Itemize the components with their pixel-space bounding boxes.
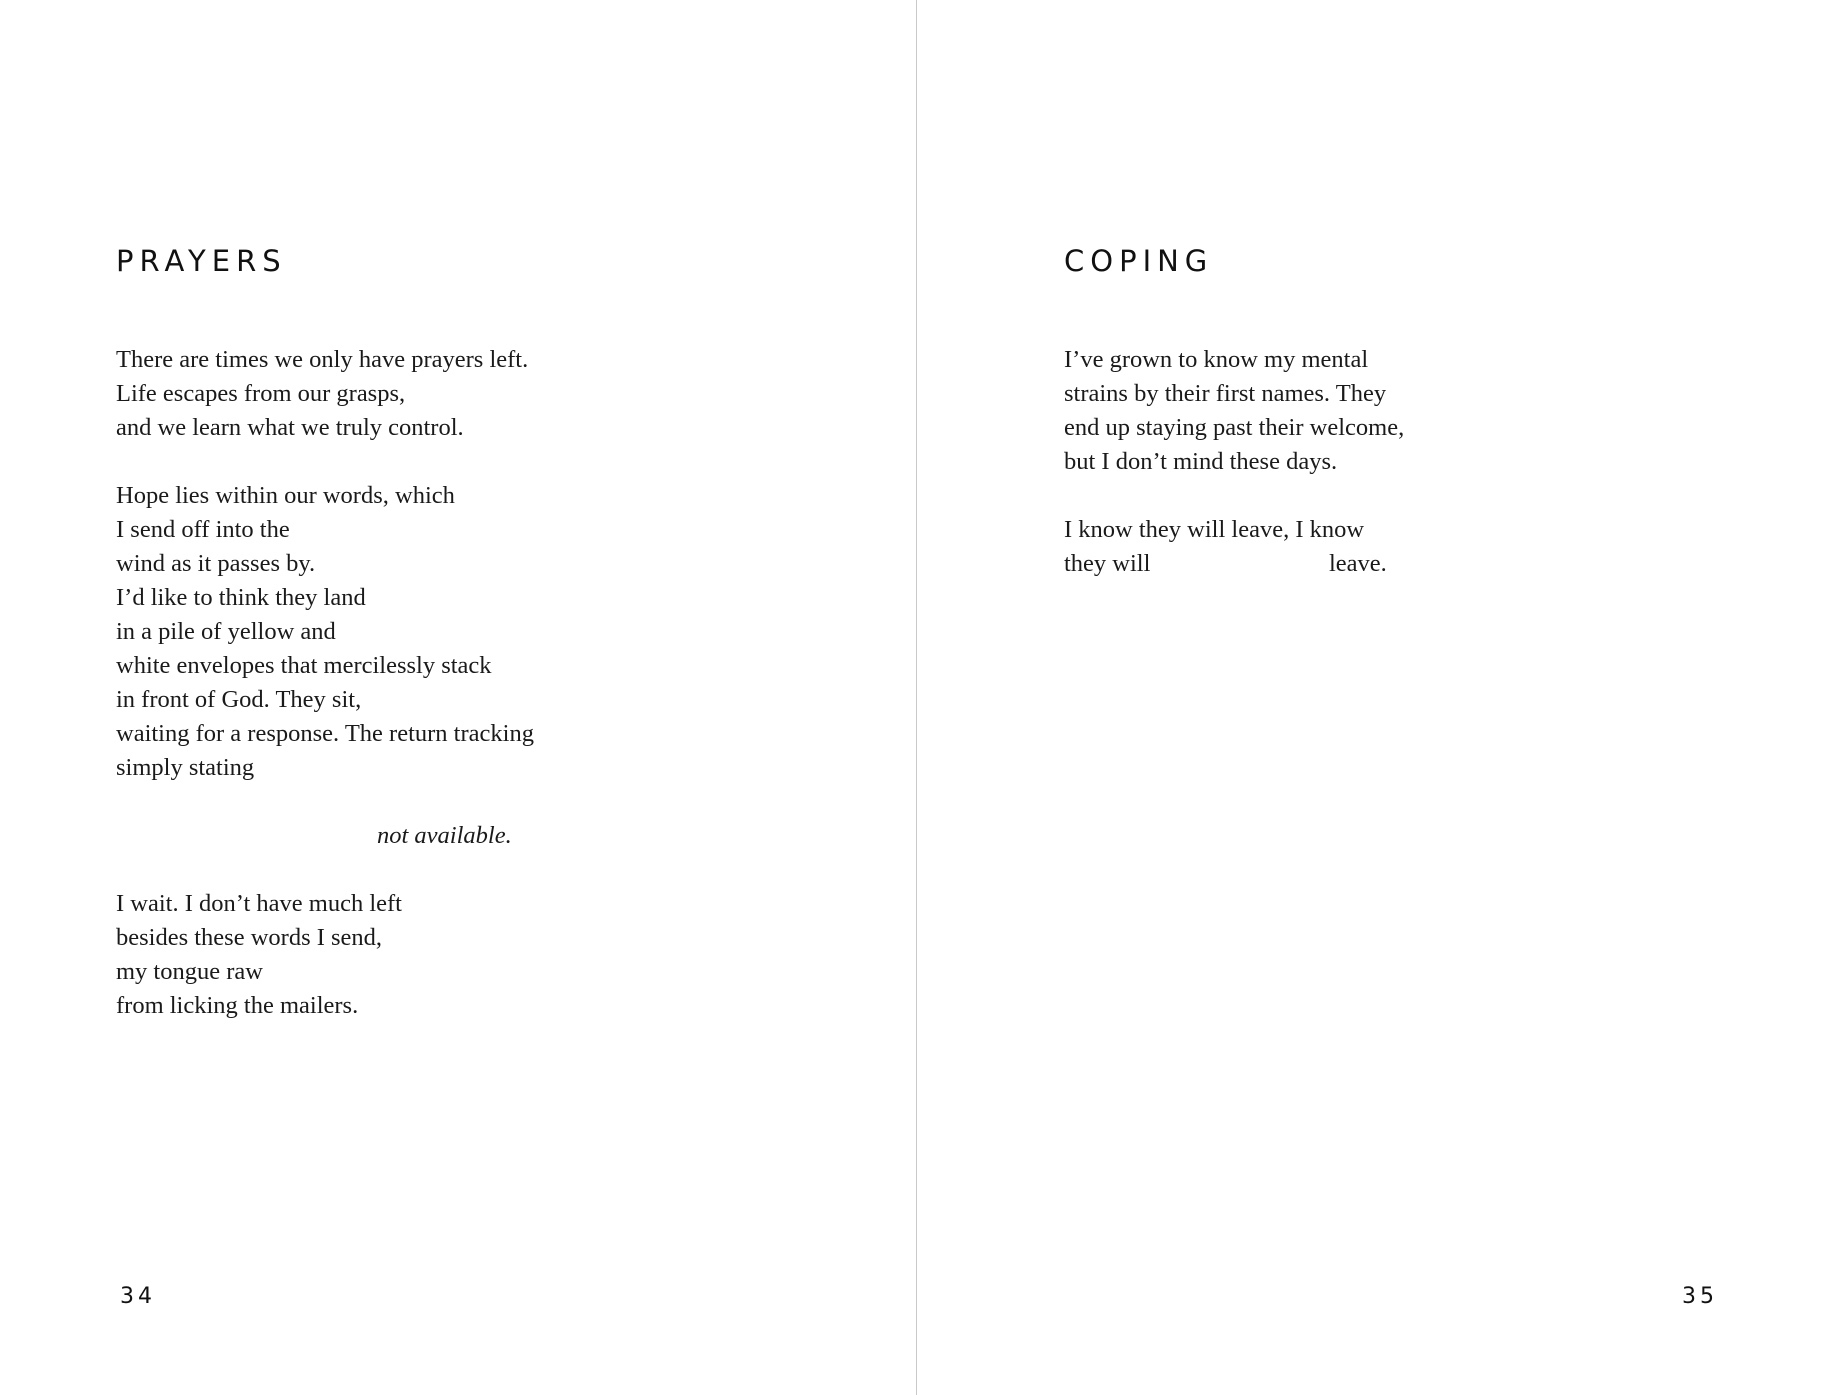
poem-line: I wait. I don’t have much left [116,890,402,917]
poem-line: waiting for a response. The return tracking [116,720,534,747]
poem-line: I’d like to think they land [116,584,366,611]
poem-title: PRAYERS [116,244,287,278]
poem-line: I know they will leave, I know [1064,516,1365,543]
line-start: they will [1064,550,1151,577]
poem-line: in front of God. They sit, [116,686,362,713]
poem-line: and we learn what we truly control. [116,414,464,441]
poem-line: but I don’t mind these days. [1064,448,1338,475]
spaced-poem-line [1064,547,1684,581]
right-page [917,0,1833,1395]
poem-line: besides these words I send, [116,924,383,951]
poem-body [1064,343,1684,581]
poem-line: Hope lies within our words, which [116,482,455,509]
poem-line: Life escapes from our grasps, [116,380,406,407]
poem-line: simply stating [116,754,255,781]
stanza-break [116,785,736,819]
stanza-break [116,445,736,479]
line-end: leave. [1329,550,1387,577]
poem-line: I’ve grown to know my mental [1064,346,1369,373]
page-number: 34 [120,1284,156,1309]
poem-line: strains by their first names. They [1064,380,1387,407]
left-page [0,0,916,1395]
stanza-break [1064,479,1684,513]
poem-title: COPING [1064,244,1214,278]
poem-line: from licking the mailers. [116,992,359,1019]
poem-line: wind as it passes by. [116,550,316,577]
poem-body [116,343,736,1023]
stanza-break [116,853,736,887]
poem-line: end up staying past their welcome, [1064,414,1405,441]
page-number: 35 [1682,1284,1718,1309]
poem-line: I send off into the [116,516,290,543]
poem-line: my tongue raw [116,958,263,985]
poem-line: in a pile of yellow and [116,618,336,645]
italic-poem-line: not available. [377,822,512,849]
poem-line: white envelopes that mercilessly stack [116,652,492,679]
poem-line: There are times we only have prayers left. [116,346,529,373]
